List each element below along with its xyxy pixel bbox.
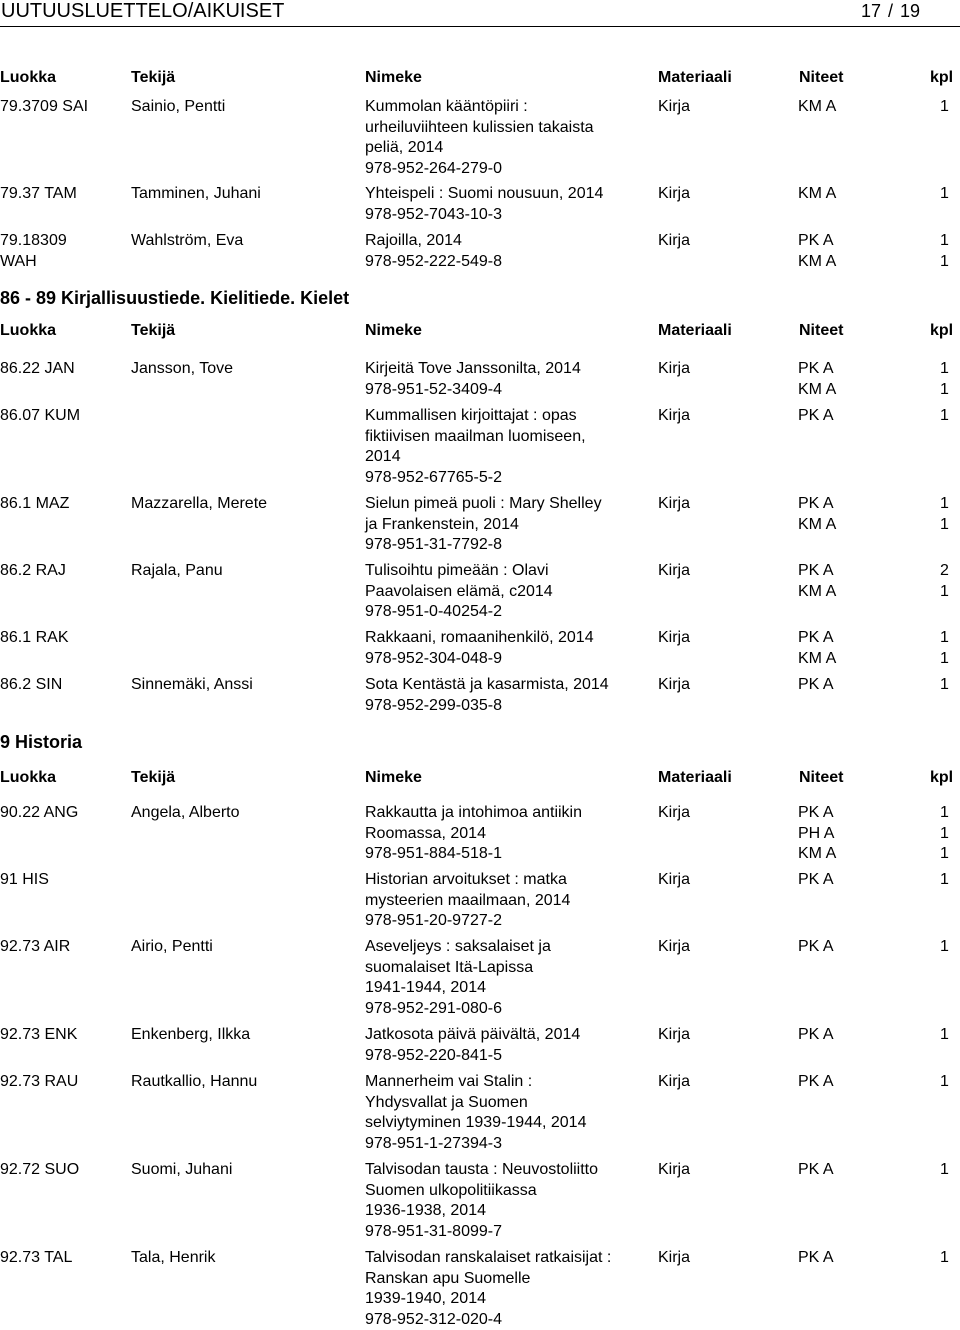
copies-location-line: KM A xyxy=(798,515,836,536)
book-title-line: 1939-1940, 2014 xyxy=(365,1289,655,1310)
copies-count-line: 1 xyxy=(940,824,949,845)
book-title-line: Aseveljeys : saksalaiset ja xyxy=(365,937,655,958)
copies-location xyxy=(798,561,836,602)
book-title-line: Suomen ulkopolitiikassa xyxy=(365,1181,655,1202)
copies-location xyxy=(798,494,836,535)
column-header-tekija: Tekijä xyxy=(131,68,175,89)
classification-code-line: 86.2 SIN xyxy=(0,675,125,696)
book-title-line: Sielun pimeä puoli : Mary Shelley xyxy=(365,494,655,515)
material-type: Kirja xyxy=(658,675,690,696)
copies-location-line: PK A xyxy=(798,937,834,958)
column-header-kpl: kpl xyxy=(930,68,953,89)
copies-location xyxy=(798,675,834,696)
copies-location xyxy=(798,1072,834,1093)
column-header-row xyxy=(0,768,960,790)
copies-location-line: KM A xyxy=(798,252,836,273)
copies-count-line: 1 xyxy=(940,803,949,824)
copies-count-line: 1 xyxy=(940,252,949,273)
column-header-row xyxy=(0,68,960,90)
material-type: Kirja xyxy=(658,184,690,205)
copies-count xyxy=(940,359,949,400)
book-title-line: 1936-1938, 2014 xyxy=(365,1201,655,1222)
material-type: Kirja xyxy=(658,494,690,515)
book-title xyxy=(365,1160,655,1242)
book-title-line: fiktiivisen maailman luomiseen, xyxy=(365,427,655,448)
book-title-line: Jatkosota päivä päivältä, 2014 xyxy=(365,1025,655,1046)
copies-location-line: PK A xyxy=(798,1160,834,1181)
column-header-kpl: kpl xyxy=(930,768,953,789)
classification-code xyxy=(0,231,125,272)
book-title xyxy=(365,870,655,932)
book-title-line: 978-951-31-7792-8 xyxy=(365,535,655,556)
column-header-materiaali: Materiaali xyxy=(658,68,732,89)
copies-location-line: PK A xyxy=(798,803,836,824)
classification-code xyxy=(0,1025,125,1046)
copies-count xyxy=(940,870,949,891)
book-title-line: 978-952-67765-5-2 xyxy=(365,468,655,489)
book-title-line: 978-952-264-279-0 xyxy=(365,159,655,180)
book-title-line: 978-951-1-27394-3 xyxy=(365,1134,655,1155)
classification-code xyxy=(0,1160,125,1181)
copies-location-line: KM A xyxy=(798,184,836,205)
classification-code xyxy=(0,937,125,958)
copies-count xyxy=(940,675,949,696)
copies-location xyxy=(798,1025,834,1046)
copies-location xyxy=(798,359,836,400)
book-title-line: peliä, 2014 xyxy=(365,138,655,159)
copies-location xyxy=(798,1248,834,1269)
author-name: Rautkallio, Hannu xyxy=(131,1072,257,1093)
classification-code-line: 86.1 RAK xyxy=(0,628,125,649)
book-title-line: 978-951-20-9727-2 xyxy=(365,911,655,932)
material-type: Kirja xyxy=(658,1248,690,1269)
copies-count-line: 1 xyxy=(940,870,949,891)
copies-count xyxy=(940,1072,949,1093)
classification-code-line: 92.73 AIR xyxy=(0,937,125,958)
book-title-line: Historian arvoitukset : matka xyxy=(365,870,655,891)
classification-code xyxy=(0,494,125,515)
book-title-line: selviytyminen 1939-1944, 2014 xyxy=(365,1113,655,1134)
classification-code xyxy=(0,406,125,427)
copies-count xyxy=(940,937,949,958)
copies-count-line: 1 xyxy=(940,515,949,536)
copies-count-line: 1 xyxy=(940,97,949,118)
book-title xyxy=(365,231,655,272)
copies-location-line: KM A xyxy=(798,582,836,603)
copies-count-line: 1 xyxy=(940,1072,949,1093)
book-title-line: Talvisodan tausta : Neuvostoliitto xyxy=(365,1160,655,1181)
classification-code xyxy=(0,1248,125,1269)
column-header-tekija: Tekijä xyxy=(131,321,175,342)
author-name: Suomi, Juhani xyxy=(131,1160,232,1181)
copies-count xyxy=(940,406,949,427)
book-title-line: Talvisodan ranskalaiset ratkaisijat : xyxy=(365,1248,655,1269)
copies-location xyxy=(798,937,834,958)
book-title-line: 978-951-0-40254-2 xyxy=(365,602,655,623)
book-title xyxy=(365,561,655,623)
classification-code-line: 79.18309 xyxy=(0,231,125,252)
column-header-luokka: Luokka xyxy=(0,68,56,89)
column-header-nimeke: Nimeke xyxy=(365,68,422,89)
column-header-nimeke: Nimeke xyxy=(365,321,422,342)
copies-location-line: PH A xyxy=(798,824,836,845)
book-title-line: mysteerien maailmaan, 2014 xyxy=(365,891,655,912)
book-title-line: 978-951-52-3409-4 xyxy=(365,380,655,401)
book-title xyxy=(365,184,655,225)
column-header-niteet: Niteet xyxy=(799,768,843,789)
copies-location xyxy=(798,184,836,205)
author-name: Airio, Pentti xyxy=(131,937,213,958)
classification-code xyxy=(0,97,125,118)
material-type: Kirja xyxy=(658,231,690,252)
material-type: Kirja xyxy=(658,406,690,427)
author-name: Sinnemäki, Anssi xyxy=(131,675,253,696)
book-title-line: 978-952-291-080-6 xyxy=(365,999,655,1020)
copies-location-line: PK A xyxy=(798,359,836,380)
book-title-line: Yhteispeli : Suomi nousuun, 2014 xyxy=(365,184,655,205)
material-type: Kirja xyxy=(658,359,690,380)
book-title xyxy=(365,628,655,669)
copies-location-line: PK A xyxy=(798,675,834,696)
copies-count xyxy=(940,97,949,118)
book-title xyxy=(365,406,655,488)
material-type: Kirja xyxy=(658,97,690,118)
page-title: UUTUUSLUETTELO/AIKUISET xyxy=(1,0,284,22)
book-title-line: Tulisoihtu pimeään : Olavi xyxy=(365,561,655,582)
copies-count-line: 1 xyxy=(940,231,949,252)
copies-location-line: PK A xyxy=(798,231,836,252)
copies-count xyxy=(940,803,949,865)
classification-code xyxy=(0,1072,125,1093)
classification-code-line: 91 HIS xyxy=(0,870,125,891)
book-title xyxy=(365,97,655,179)
copies-location-line: PK A xyxy=(798,1072,834,1093)
copies-location-line: PK A xyxy=(798,406,834,427)
book-title-line: suomalaiset Itä-Lapissa xyxy=(365,958,655,979)
copies-location-line: PK A xyxy=(798,1025,834,1046)
column-header-tekija: Tekijä xyxy=(131,768,175,789)
copies-count-line: 1 xyxy=(940,582,949,603)
copies-count xyxy=(940,1248,949,1269)
classification-code xyxy=(0,803,125,824)
copies-location xyxy=(798,803,836,865)
copies-location xyxy=(798,231,836,272)
material-type: Kirja xyxy=(658,1160,690,1181)
copies-location xyxy=(798,1160,834,1181)
book-title-line: 978-951-31-8099-7 xyxy=(365,1222,655,1243)
column-header-nimeke: Nimeke xyxy=(365,768,422,789)
column-header-niteet: Niteet xyxy=(799,68,843,89)
section-title: 86 - 89 Kirjallisuustiede. Kielitiede. Kielet xyxy=(0,287,349,309)
page-number: 17 / 19 xyxy=(861,0,920,22)
copies-location xyxy=(798,870,834,891)
column-header-luokka: Luokka xyxy=(0,321,56,342)
book-title-line: Rakkautta ja intohimoa antiikin xyxy=(365,803,655,824)
copies-count xyxy=(940,628,949,669)
book-title-line: 1941-1944, 2014 xyxy=(365,978,655,999)
classification-code-line: 86.22 JAN xyxy=(0,359,125,380)
classification-code-line: 86.07 KUM xyxy=(0,406,125,427)
classification-code-line: 90.22 ANG xyxy=(0,803,125,824)
copies-location-line: PK A xyxy=(798,1248,834,1269)
book-title-line: Rajoilla, 2014 xyxy=(365,231,655,252)
material-type: Kirja xyxy=(658,870,690,891)
book-title xyxy=(365,937,655,1019)
copies-count-line: 2 xyxy=(940,561,949,582)
copies-count xyxy=(940,494,949,535)
book-title-line: 978-952-220-841-5 xyxy=(365,1046,655,1067)
book-title-line: 978-952-222-549-8 xyxy=(365,252,655,273)
copies-count-line: 1 xyxy=(940,1160,949,1181)
book-title-line: Yhdysvallat ja Suomen xyxy=(365,1093,655,1114)
material-type: Kirja xyxy=(658,937,690,958)
copies-location xyxy=(798,406,834,427)
book-title-line: Sota Kentästä ja kasarmista, 2014 xyxy=(365,675,655,696)
author-name: Wahlström, Eva xyxy=(131,231,243,252)
book-title-line: Paavolaisen elämä, c2014 xyxy=(365,582,655,603)
material-type: Kirja xyxy=(658,1025,690,1046)
column-header-materiaali: Materiaali xyxy=(658,321,732,342)
classification-code xyxy=(0,184,125,205)
author-name: Enkenberg, Ilkka xyxy=(131,1025,250,1046)
material-type: Kirja xyxy=(658,803,690,824)
book-title-line: 978-952-7043-10-3 xyxy=(365,205,655,226)
book-title xyxy=(365,1248,655,1330)
copies-location-line: PK A xyxy=(798,561,836,582)
copies-count xyxy=(940,561,949,602)
copies-count-line: 1 xyxy=(940,649,949,670)
book-title xyxy=(365,803,655,865)
copies-count-line: 1 xyxy=(940,628,949,649)
material-type: Kirja xyxy=(658,628,690,649)
book-title-line: Kummolan kääntöpiiri : xyxy=(365,97,655,118)
author-name: Rajala, Panu xyxy=(131,561,223,582)
classification-code xyxy=(0,359,125,380)
copies-location xyxy=(798,628,836,669)
classification-code-line: 79.3709 SAI xyxy=(0,97,125,118)
copies-location-line: PK A xyxy=(798,628,836,649)
copies-count-line: 1 xyxy=(940,937,949,958)
column-header-materiaali: Materiaali xyxy=(658,768,732,789)
copies-location-line: PK A xyxy=(798,870,834,891)
column-header-kpl: kpl xyxy=(930,321,953,342)
copies-count-line: 1 xyxy=(940,675,949,696)
classification-code-line: 86.2 RAJ xyxy=(0,561,125,582)
copies-count-line: 1 xyxy=(940,406,949,427)
author-name: Sainio, Pentti xyxy=(131,97,225,118)
copies-location xyxy=(798,97,836,118)
copies-count-line: 1 xyxy=(940,380,949,401)
copies-count-line: 1 xyxy=(940,494,949,515)
copies-location-line: KM A xyxy=(798,649,836,670)
copies-location-line: KM A xyxy=(798,97,836,118)
book-title-line: Rakkaani, romaanihenkilö, 2014 xyxy=(365,628,655,649)
classification-code-line: 92.73 RAU xyxy=(0,1072,125,1093)
material-type: Kirja xyxy=(658,1072,690,1093)
book-title-line: Kirjeitä Tove Janssonilta, 2014 xyxy=(365,359,655,380)
copies-count xyxy=(940,184,949,205)
copies-count-line: 1 xyxy=(940,1025,949,1046)
classification-code-line: WAH xyxy=(0,252,125,273)
classification-code xyxy=(0,870,125,891)
material-type: Kirja xyxy=(658,561,690,582)
copies-count xyxy=(940,1025,949,1046)
author-name: Angela, Alberto xyxy=(131,803,240,824)
book-title-line: 978-952-304-048-9 xyxy=(365,649,655,670)
author-name: Mazzarella, Merete xyxy=(131,494,267,515)
book-title xyxy=(365,359,655,400)
copies-count-line: 1 xyxy=(940,844,949,865)
book-title xyxy=(365,675,655,716)
classification-code-line: 92.73 TAL xyxy=(0,1248,125,1269)
classification-code-line: 86.1 MAZ xyxy=(0,494,125,515)
page-header xyxy=(0,0,960,27)
copies-location-line: KM A xyxy=(798,844,836,865)
column-header-row xyxy=(0,321,960,343)
classification-code xyxy=(0,561,125,582)
column-header-niteet: Niteet xyxy=(799,321,843,342)
book-title xyxy=(365,1025,655,1066)
book-title-line: ja Frankenstein, 2014 xyxy=(365,515,655,536)
book-title-line: 2014 xyxy=(365,447,655,468)
classification-code-line: 92.73 ENK xyxy=(0,1025,125,1046)
book-title-line: 978-952-312-020-4 xyxy=(365,1310,655,1330)
book-title xyxy=(365,494,655,556)
book-title-line: Ranskan apu Suomelle xyxy=(365,1269,655,1290)
author-name: Tala, Henrik xyxy=(131,1248,215,1269)
book-title-line: 978-952-299-035-8 xyxy=(365,696,655,717)
section-title: 9 Historia xyxy=(0,731,82,753)
copies-location-line: PK A xyxy=(798,494,836,515)
book-title-line: Kummallisen kirjoittajat : opas xyxy=(365,406,655,427)
book-title-line: urheiluviihteen kulissien takaista xyxy=(365,118,655,139)
classification-code xyxy=(0,675,125,696)
book-title xyxy=(365,1072,655,1154)
author-name: Tamminen, Juhani xyxy=(131,184,261,205)
classification-code xyxy=(0,628,125,649)
column-header-luokka: Luokka xyxy=(0,768,56,789)
copies-count xyxy=(940,1160,949,1181)
classification-code-line: 92.72 SUO xyxy=(0,1160,125,1181)
book-title-line: Roomassa, 2014 xyxy=(365,824,655,845)
book-title-line: 978-951-884-518-1 xyxy=(365,844,655,865)
copies-count xyxy=(940,231,949,272)
copies-count-line: 1 xyxy=(940,359,949,380)
copies-location-line: KM A xyxy=(798,380,836,401)
copies-count-line: 1 xyxy=(940,1248,949,1269)
classification-code-line: 79.37 TAM xyxy=(0,184,125,205)
copies-count-line: 1 xyxy=(940,184,949,205)
author-name: Jansson, Tove xyxy=(131,359,233,380)
book-title-line: Mannerheim vai Stalin : xyxy=(365,1072,655,1093)
